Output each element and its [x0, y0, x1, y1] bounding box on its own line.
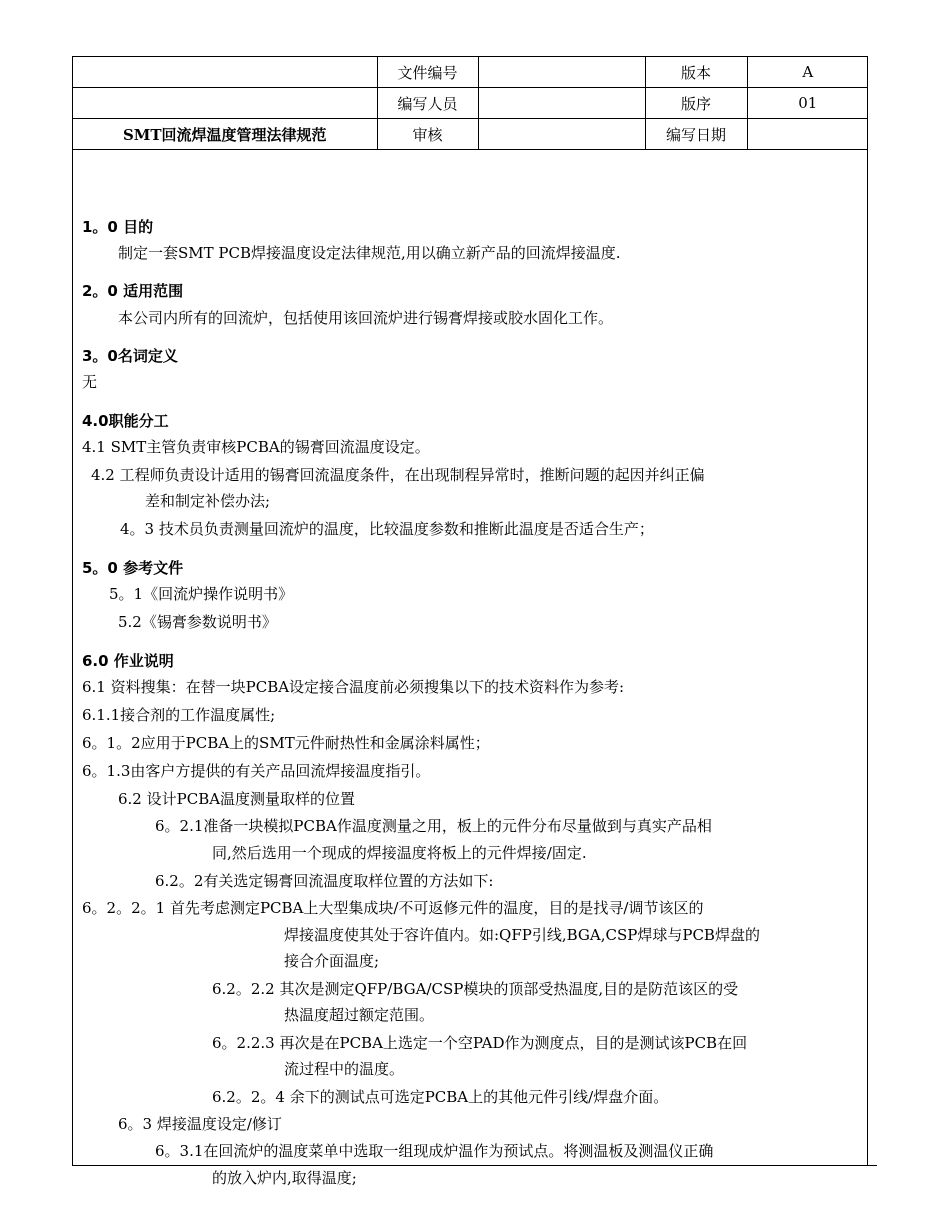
header-blank	[73, 57, 377, 88]
item-5-1: 5。1《回流炉操作说明书》	[109, 585, 294, 603]
item-6-1-2: 6。1。2应用于PCBA上的SMT元件耐热性和金属涂料属性；	[82, 734, 490, 752]
date-label: 编写日期	[645, 119, 747, 150]
document-title: SMT回流焊温度管理法律规范	[73, 119, 377, 150]
item-6-2-2-3-line-2: 流过程中的温度。	[284, 1060, 405, 1078]
review-value	[478, 119, 645, 150]
review-label: 审核	[377, 119, 478, 150]
author-value	[478, 88, 645, 119]
item-6-2-1-line-2: 同,然后选用一个现成的焊接温度将板上的元件焊接/固定.	[212, 844, 587, 862]
item-6-2-2-1-line-1: 6。2。2。1 首先考虑测定PCBA上大型集成块/不可返修元件的温度，目的是找寻/调节该区的	[82, 899, 704, 917]
item-6-2-1-line-1: 6。2.1准备一块模拟PCBA作温度测量之用，板上的元件分布尽量做到与真实产品相	[155, 817, 712, 835]
version-label: 版本	[645, 57, 747, 88]
item-6-2-2-3-line-1: 6。2.2.3 再次是在PCBA上选定一个空PAD作为测度点，目的是测试该PCB在回	[212, 1034, 748, 1052]
item-6-1-1: 6.1.1接合剂的工作温度属性;	[82, 706, 276, 724]
document-frame	[72, 56, 868, 1187]
header-blank-2	[73, 88, 377, 119]
doc-no-label: 文件编号	[377, 57, 478, 88]
item-6-3: 6。3 焊接温度设定/修订	[118, 1115, 282, 1133]
seq-value: 01	[747, 88, 868, 119]
seq-label: 版序	[645, 88, 747, 119]
section-1-heading: 1。0 目的	[82, 218, 154, 236]
section-6-heading: 6.0 作业说明	[82, 652, 174, 670]
item-4-1: 4.1 SMT主管负责审核PCBA的锡膏回流温度设定。	[82, 438, 430, 456]
item-6-3-1-line-1: 6。3.1在回流炉的温度菜单中选取一组现成炉温作为预试点。将测温板及测温仪正确	[155, 1142, 714, 1160]
item-6-2-2-2-line-2: 热温度超过额定范围。	[284, 1006, 435, 1024]
item-4-2-line-1: 4.2 工程师负责设计适用的锡膏回流温度条件，在出现制程异常时，推断问题的起因并纠正偏	[91, 466, 705, 484]
item-6-2-2-1-line-2: 焊接温度使其处于容许值内。如:QFP引线,BGA,CSP焊球与PCB焊盘的	[284, 926, 760, 944]
date-value	[747, 119, 868, 150]
doc-no-value	[478, 57, 645, 88]
version-value: A	[747, 57, 868, 88]
header-table	[73, 57, 868, 150]
section-5-heading: 5。0 参考文件	[82, 559, 184, 577]
section-3-text: 无	[82, 373, 98, 391]
author-label: 编写人员	[377, 88, 478, 119]
item-6-3-1-line-2: 的放入炉内,取得温度;	[212, 1169, 357, 1187]
item-4-2-line-2: 差和制定补偿办法;	[145, 492, 271, 510]
section-2-heading: 2。0 适用范围	[82, 282, 184, 300]
item-4-3: 4。3 技术员负责测量回流炉的温度，比较温度参数和推断此温度是否适合生产；	[120, 520, 654, 538]
section-1-text: 制定一套SMT PCB焊接温度设定法律规范,用以确立新产品的回流焊接温度.	[118, 244, 621, 262]
item-6-2-2-4: 6.2。2。4 余下的测试点可选定PCBA上的其他元件引线/焊盘介面。	[212, 1088, 669, 1106]
section-2-text: 本公司内所有的回流炉，包括使用该回流炉进行锡膏焊接或胶水固化工作。	[118, 309, 614, 327]
item-6-2-2: 6.2。2有关选定锡膏回流温度取样位置的方法如下:	[155, 872, 494, 890]
frame-corner-line	[867, 1165, 877, 1166]
item-6-1: 6.1 资料搜集：在替一块PCBA设定接合温度前必须搜集以下的技术资料作为参考:	[82, 678, 625, 696]
section-3-heading: 3。0名词定义	[82, 347, 178, 365]
item-5-2: 5.2《锡膏参数说明书》	[118, 613, 277, 631]
item-6-2-2-1-line-3: 接合介面温度;	[284, 952, 380, 970]
item-6-1-3: 6。1.3由客户方提供的有关产品回流焊接温度指引。	[82, 762, 431, 780]
item-6-2: 6.2 设计PCBA温度测量取样的位置	[118, 790, 356, 808]
section-4-heading: 4.0职能分工	[82, 412, 169, 430]
item-6-2-2-2-line-1: 6.2。2.2 其次是测定QFP/BGA/CSP模块的顶部受热温度,目的是防范该区的受	[212, 980, 739, 998]
